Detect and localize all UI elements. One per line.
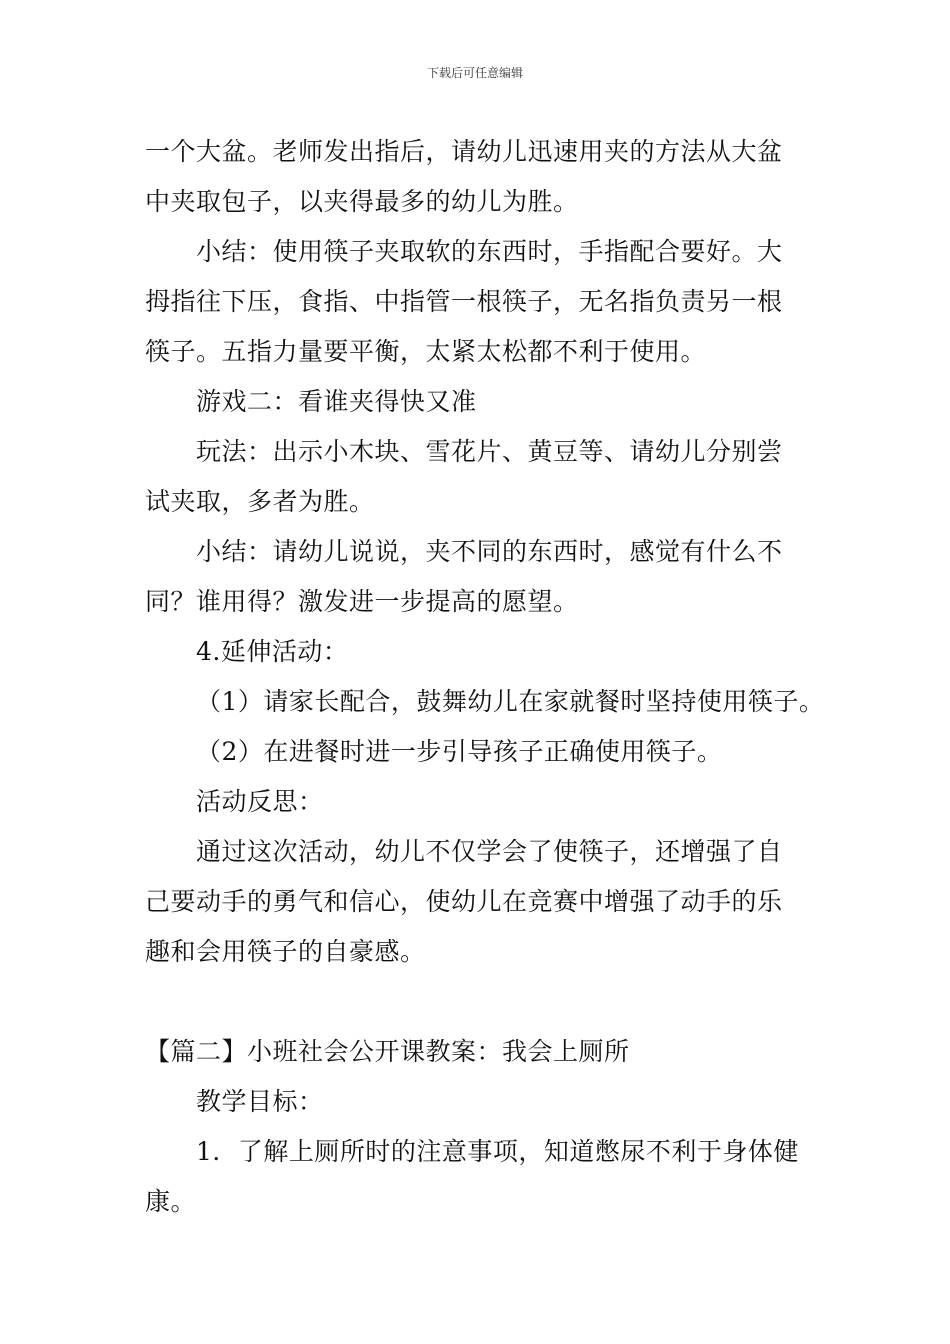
document-body: [145, 127, 825, 1227]
list-item: 1．了解上厕所时的注意事项，知道憋尿不利于身体健: [196, 1137, 799, 1166]
section-heading: 教学目标：: [196, 1087, 324, 1116]
text-line: 筷子。五指力量要平衡，太紧太松都不利于使用。: [145, 337, 707, 366]
list-item: （2）在进餐时进一步引导孩子正确使用筷子。: [196, 737, 723, 766]
chapter-title: 【篇二】小班社会公开课教案：我会上厕所: [145, 1037, 630, 1066]
text-line: 拇指往下压，食指、中指管一根筷子，无名指负责另一根: [145, 287, 783, 316]
text-line: 小结：使用筷子夹取软的东西时，手指配合要好。大: [196, 237, 783, 266]
text-line: 康。: [145, 1187, 197, 1216]
text-line: 通过这次活动，幼儿不仅学会了使筷子，还增强了自: [196, 837, 783, 866]
text-line: 趣和会用筷子的自豪感。: [145, 937, 426, 966]
text-line: 同？谁用得？激发进一步提高的愿望。: [145, 587, 579, 616]
list-item: （1）请家长配合，鼓舞幼儿在家就餐时坚持使用筷子。: [196, 687, 825, 716]
section-heading: 活动反思：: [196, 787, 324, 816]
text-line: 试夹取，多者为胜。: [145, 487, 375, 516]
text-line: 己要动手的勇气和信心，使幼儿在竞赛中增强了动手的乐: [145, 887, 783, 916]
text-line: 一个大盆。老师发出指后，请幼儿迅速用夹的方法从大盆: [145, 137, 783, 166]
paragraph-gap: [145, 977, 825, 1027]
section-heading: 4.延伸活动：: [196, 637, 349, 666]
text-line: 中夹取包子，以夹得最多的幼儿为胜。: [145, 187, 579, 216]
section-heading: 游戏二：看谁夹得快又准: [196, 387, 477, 416]
text-line: 小结：请幼儿说说，夹不同的东西时，感觉有什么不: [196, 537, 783, 566]
text-line: 玩法：出示小木块、雪花片、黄豆等、请幼儿分别尝: [196, 437, 783, 466]
page-header: 下载后可任意编辑: [426, 66, 523, 80]
